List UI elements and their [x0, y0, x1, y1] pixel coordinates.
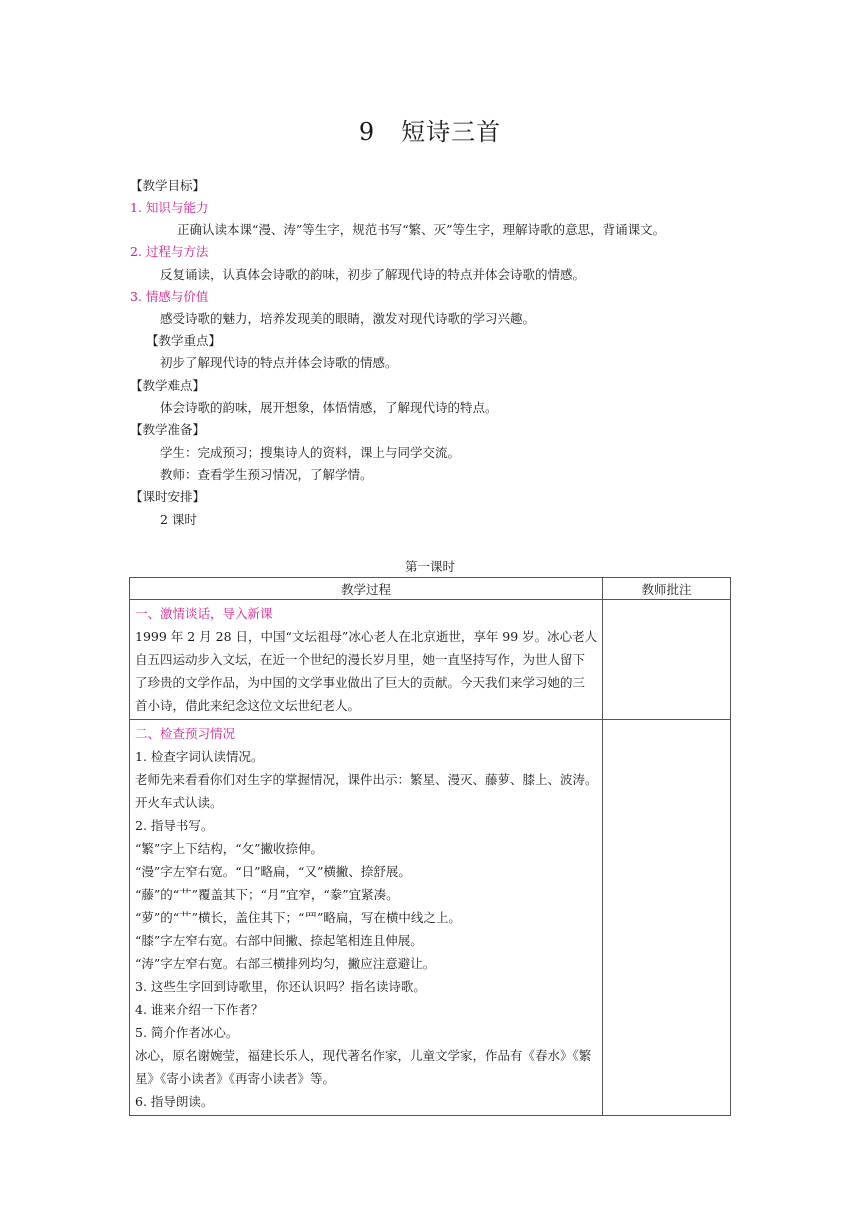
- section2-notes-cell: [603, 720, 731, 1116]
- section2-cell: [130, 720, 603, 1116]
- goal2-heading: 2. 过程与方法: [130, 244, 209, 259]
- section2-line: “萝”的“艹”横长，盖住其下；“罒”略扁，写在横中线之上。: [135, 910, 461, 925]
- table-row: [130, 720, 731, 1116]
- lesson-title: 短诗三首: [401, 118, 502, 146]
- goals-heading: 【教学目标】: [130, 178, 206, 193]
- table-row: [130, 600, 731, 720]
- section2-line: 1. 检查字词认读情况。: [135, 749, 264, 764]
- header-process: 教学过程: [130, 578, 603, 600]
- section2-line: 5. 简介作者冰心。: [135, 1025, 239, 1040]
- goal3-heading: 3. 情感与价值: [130, 289, 209, 304]
- section2-line: 星》《寄小读者》《再寄小读者》等。: [135, 1071, 336, 1086]
- section1-line: 首小诗，借此来纪念这位文坛世纪老人。: [135, 698, 361, 713]
- section2-heading: 二、检查预习情况: [135, 726, 236, 741]
- goal3-text: 感受诗歌的魅力，培养发现美的眼睛，激发对现代诗歌的学习兴趣。: [160, 311, 536, 326]
- lesson-number: 9: [358, 118, 376, 146]
- section2-line: 2. 指导书写。: [135, 818, 214, 833]
- section2-line: “藤”的“艹”覆盖其下；“月”宜窄，“豢”宜紧凑。: [135, 887, 399, 902]
- schedule-heading: 【课时安排】: [130, 489, 206, 504]
- table-header-row: [130, 578, 731, 600]
- table-caption: 第一课时: [404, 559, 455, 574]
- section2-line: 3. 这些生字回到诗歌里，你还认识吗？指名读诗歌。: [135, 979, 426, 994]
- section1-line: 1999 年 2 月 28 日，中国“文坛祖母”冰心老人在北京逝世，享年 99 岁。冰心老人: [135, 629, 598, 644]
- page-title: [0, 112, 860, 147]
- section2-line: 6. 指导朗读。: [135, 1094, 214, 1109]
- difficulty-text: 体会诗歌的韵味，展开想象，体悟情感，了解现代诗的特点。: [160, 400, 498, 415]
- prep-teacher-text: 教师：查看学生预习情况，了解学情。: [160, 467, 373, 482]
- header-notes: 教师批注: [603, 578, 731, 600]
- goal1-text: 正确认读本课“漫、涛”等生字，规范书写“繁、灭”等生字，理解诗歌的意思，背诵课文。: [177, 222, 666, 237]
- prep-heading: 【教学准备】: [130, 422, 206, 437]
- focus-text: 初步了解现代诗的特点并体会诗歌的情感。: [160, 355, 398, 370]
- difficulty-heading: 【教学难点】: [130, 378, 206, 393]
- section2-line: 老师先来看看你们对生字的掌握情况，课件出示：繁星、漫灭、藤萝、膝上、波涛。: [135, 772, 598, 787]
- section2-line: “漫”字左窄右宽。“日”略扁，“又”横撇、捺舒展。: [135, 864, 411, 879]
- schedule-text: 2 课时: [160, 512, 197, 527]
- section2-line: “繁”字上下结构，“攵”撇收捺伸。: [135, 841, 324, 856]
- section2-line: “膝”字左窄右宽。右部中间撇、捺起笔相连且伸展。: [135, 933, 423, 948]
- section2-line: 冰心，原名谢婉莹，福建长乐人，现代著名作家，儿童文学家，作品有《春水》《繁: [135, 1048, 592, 1063]
- section1-notes-cell: [603, 600, 731, 720]
- section2-line: 4. 谁来介绍一下作者？: [135, 1002, 264, 1017]
- section1-heading: 一、激情谈话，导入新课: [135, 606, 273, 621]
- section1-cell: [130, 600, 603, 720]
- prep-student-text: 学生：完成预习；搜集诗人的资料，课上与同学交流。: [160, 445, 461, 460]
- section2-line: 开火车式认读。: [135, 795, 223, 810]
- section2-line: “涛”字左窄右宽。右部三横排列均匀，撇应注意避让。: [135, 956, 436, 971]
- focus-heading: 【教学重点】: [146, 333, 222, 348]
- section1-line: 了珍贵的文学作品，为中国的文学事业做出了巨大的贡献。今天我们来学习她的三: [135, 675, 586, 690]
- goal2-text: 反复诵读，认真体会诗歌的韵味，初步了解现代诗的特点并体会诗歌的情感。: [160, 267, 586, 282]
- goal1-heading: 1. 知识与能力: [130, 200, 209, 215]
- section1-line: 自五四运动步入文坛，在近一个世纪的漫长岁月里，她一直坚持写作，为世人留下: [135, 652, 586, 667]
- lesson-table: [129, 577, 731, 1116]
